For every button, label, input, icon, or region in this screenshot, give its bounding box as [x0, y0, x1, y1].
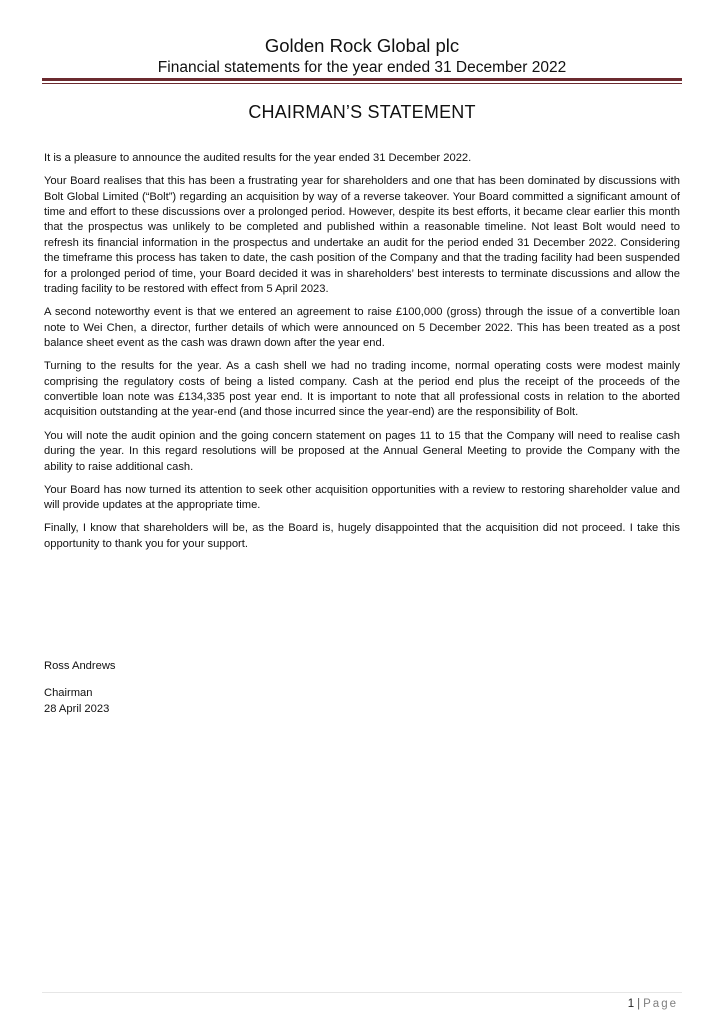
footer-rule — [42, 992, 682, 993]
paragraph: It is a pleasure to announce the audited results for the year ended 31 December 2022. — [44, 152, 472, 164]
paragraph: Turning to the results for the year. As a cash shell we had no trading income, normal operating costs were modest mainly comprising the regulatory costs of being a listed company. Cash at the period end plus the receipt of the proceeds of the convertible loan note was £134,335 post year end. It is important to note that all professional costs in relation to the aborted acquisition outstanding at the year-end (and those incurred since the year-end) are the responsibility of Bolt. — [44, 360, 680, 419]
signatory-name: Ross Andrews — [44, 660, 116, 672]
footer-separator: | — [637, 998, 641, 1010]
signoff-block — [44, 659, 116, 717]
paragraph: You will note the audit opinion and the going concern statement on pages 11 to 15 that the Company will need to realise cash during the year. In this regard resolutions will be proposed at the Annual General Meeting to provide the Company with the ability to raise additional cash. — [44, 429, 680, 473]
page-label: Page — [643, 998, 678, 1010]
paragraph: Your Board has now turned its attention to seek other acquisition opportunities with a review to restoring shareholder value and will provide updates at the appropriate time. — [44, 483, 680, 512]
signatory-role: Chairman — [44, 687, 93, 700]
header-rule-thin — [42, 83, 682, 84]
paragraph: A second noteworthy event is that we entered an agreement to raise £100,000 (gross) through the issue of a convertible loan note to Wei Chen, a director, further details of which were announced on 5 December 2022. This has been treated as a post balance sheet event as the cash was drawn down after the year end. — [44, 306, 680, 350]
company-name: Golden Rock Global plc — [264, 35, 460, 56]
page-number: 1 — [627, 998, 635, 1010]
signoff-spacer — [44, 674, 116, 686]
paragraph: Your Board realises that this has been a frustrating year for shareholders and one that has been dominated by discussions with Bolt Global Limited (“Bolt”) regarding an acquisition by way of a reverse takeover. Your Board committed a significant amount of time and effort to these discussions over a prolonged period. However, despite its best efforts, it became clear earlier this month that the prospectus was unlikely to be completed and published within a reasonable timeline. Not least Bolt would need to refresh its financial information in the prospectus and undertake an audit for the period ended 31 December 2022. Considering the timeframe this process has taken to date, the cash position of the Company and that the trading facility had been suspended for a prolonged period of time, your Board decided it was in shareholders’ best interests to terminate discussions and allow the trading facility to be restored with effect from 5 April 2023. — [44, 175, 680, 296]
header-rule-thick — [42, 78, 682, 81]
paragraph: Finally, I know that shareholders will be, as the Board is, hugely disappointed that the acquisition did not proceed. I take this opportunity to thank you for your support. — [44, 522, 680, 550]
document-subtitle: Financial statements for the year ended 31 December 2022 — [157, 59, 567, 76]
signoff-date: 28 April 2023 — [44, 702, 110, 715]
statement-body — [44, 151, 680, 560]
page-title: CHAIRMAN’S STATEMENT — [248, 102, 476, 122]
page-header — [42, 34, 682, 78]
page-footer — [628, 996, 678, 1012]
